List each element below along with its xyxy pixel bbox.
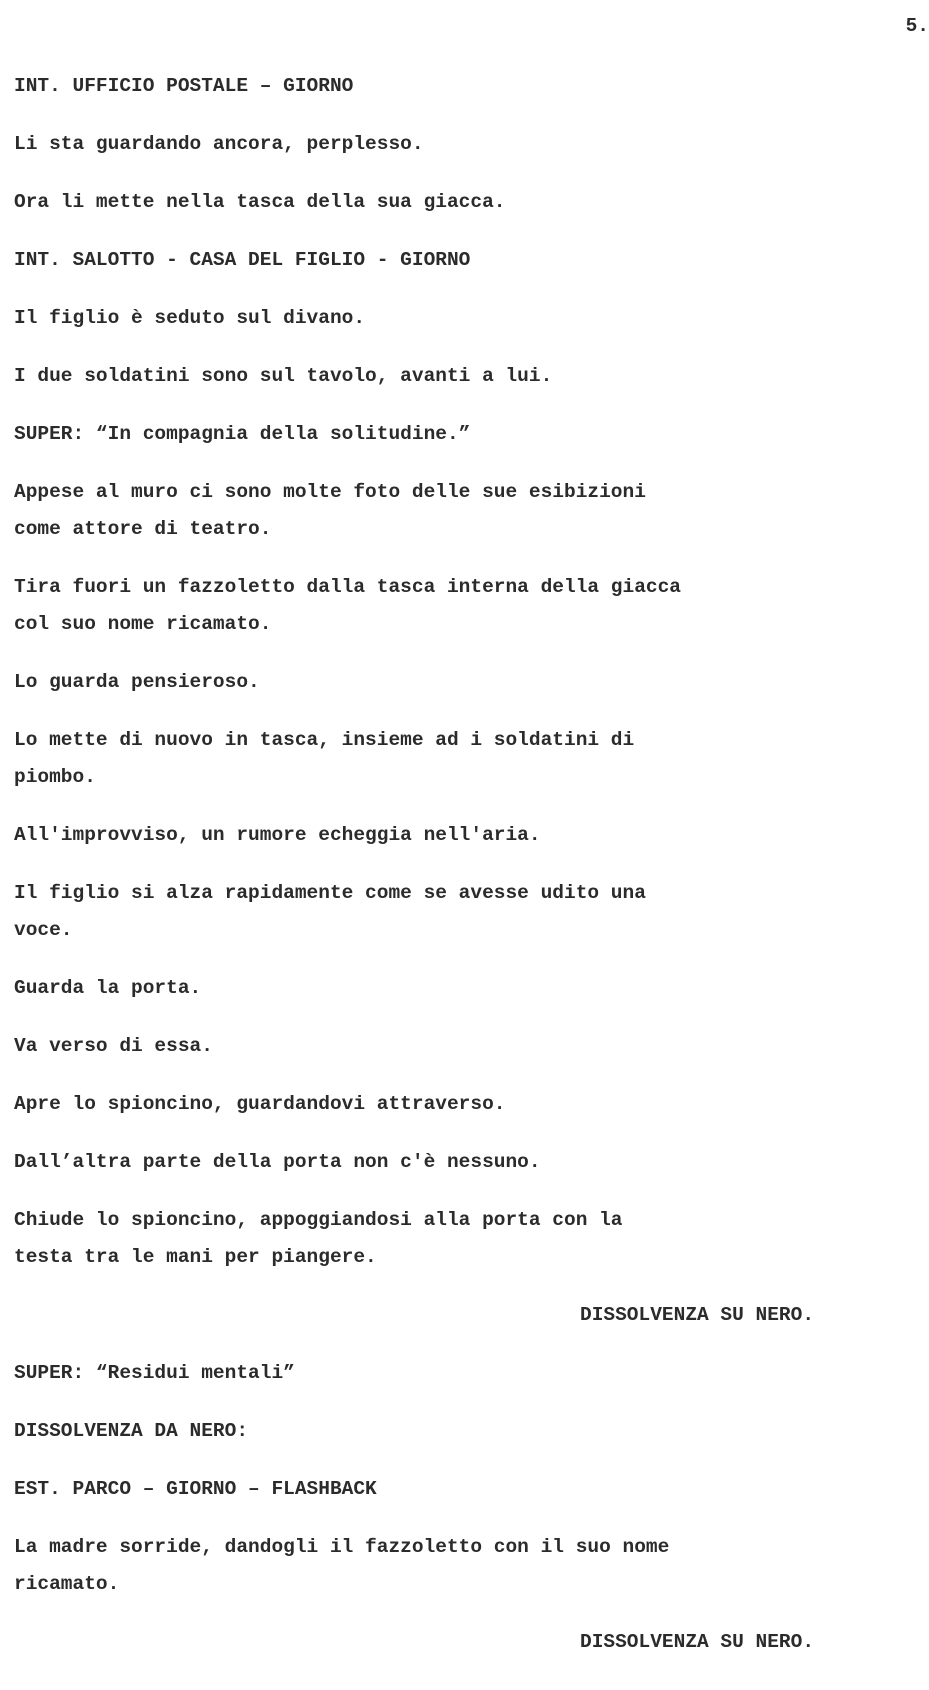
action-paragraph [14,722,914,796]
transition [580,1624,914,1661]
scene-heading-line: INT. SALOTTO - CASA DEL FIGLIO - GIORNO [14,249,471,271]
action-line: voce. [14,919,73,941]
action-line: Il figlio è seduto sul divano. [14,307,366,329]
action-paragraph [14,817,914,854]
action-line: piombo. [14,766,96,788]
action-line: ricamato. [14,1573,120,1595]
action-paragraph [14,569,914,643]
action-paragraph [14,1028,914,1065]
action-line: Va verso di essa. [14,1035,213,1057]
super-line: SUPER: “In compagnia della solitudine.” [14,423,471,445]
super-line: SUPER: “Residui mentali” [14,1362,295,1384]
action-paragraph [14,1529,914,1603]
transition-line: DISSOLVENZA SU NERO. [580,1631,815,1653]
action-paragraph [14,875,914,949]
scene-heading [14,1471,914,1508]
transition-in [14,1413,914,1450]
transition-in-line: DISSOLVENZA DA NERO: [14,1420,249,1442]
action-paragraph [14,300,914,337]
action-line: Tira fuori un fazzoletto dalla tasca interna della giacca [14,576,682,598]
action-line: Lo mette di nuovo in tasca, insieme ad i soldatini di [14,729,635,751]
action-line: testa tra le mani per piangere. [14,1246,377,1268]
action-line: Lo guarda pensieroso. [14,671,260,693]
screenplay-body [14,68,914,1682]
action-paragraph [14,184,914,221]
action-line: I due soldatini sono sul tavolo, avanti a lui. [14,365,553,387]
scene-heading-line: EST. PARCO – GIORNO – FLASHBACK [14,1478,377,1500]
action-line: Apre lo spioncino, guardandovi attraverso. [14,1093,506,1115]
scene-heading [14,68,914,105]
action-paragraph [14,474,914,548]
scene-heading-line: INT. UFFICIO POSTALE – GIORNO [14,75,354,97]
action-paragraph [14,126,914,163]
transition-line: DISSOLVENZA SU NERO. [580,1304,815,1326]
action-line: Guarda la porta. [14,977,202,999]
action-line: Appese al muro ci sono molte foto delle sue esibizioni [14,481,646,503]
action-line: Ora li mette nella tasca della sua giacca. [14,191,506,213]
action-paragraph [14,1086,914,1123]
action-paragraph [14,1202,914,1276]
action-line: La madre sorride, dandogli il fazzoletto con il suo nome [14,1536,670,1558]
action-line: col suo nome ricamato. [14,613,272,635]
action-line: come attore di teatro. [14,518,272,540]
action-paragraph [14,970,914,1007]
action-line: All'improvviso, un rumore echeggia nell'aria. [14,824,541,846]
action-paragraph [14,358,914,395]
transition [580,1297,914,1334]
scene-heading [14,242,914,279]
action-line: Dall’altra parte della porta non c'è nessuno. [14,1151,541,1173]
action-paragraph [14,664,914,701]
super-caption [14,416,914,453]
action-line: Il figlio si alza rapidamente come se avesse udito una [14,882,646,904]
super-caption [14,1355,914,1392]
action-paragraph [14,1144,914,1181]
action-line: Li sta guardando ancora, perplesso. [14,133,424,155]
page-number: 5. [905,15,929,37]
action-line: Chiude lo spioncino, appoggiandosi alla porta con la [14,1209,623,1231]
